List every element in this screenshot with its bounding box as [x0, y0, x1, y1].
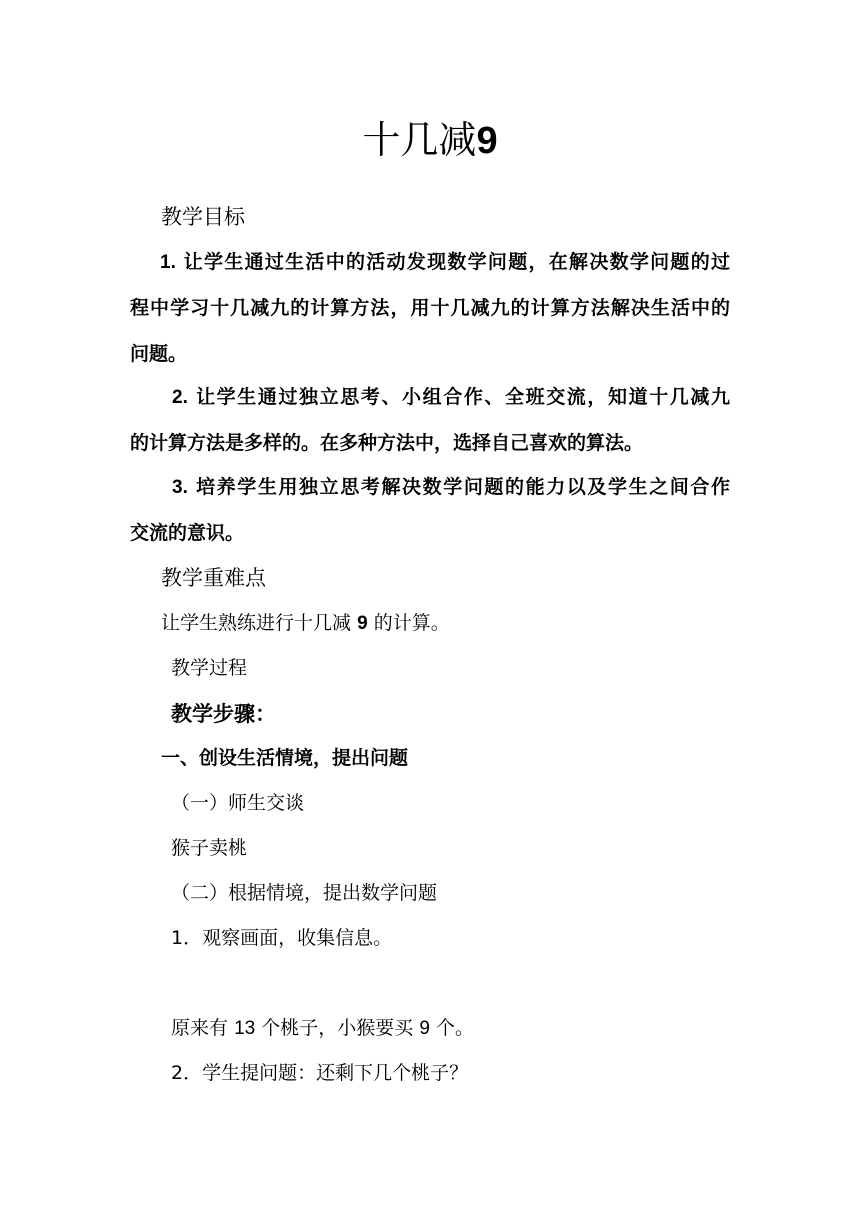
item-1: [171, 925, 392, 951]
goal-3-line-2: 交流的意识。: [130, 522, 245, 544]
part-1-heading: 一、创设生活情境，提出问题: [161, 747, 409, 769]
goal-1-line-2: [130, 295, 730, 321]
info-text-c: 个。: [435, 1017, 474, 1039]
section-heading-goals: 教学目标: [161, 205, 245, 229]
item-2-text: 学生提问题：还剩下几个桃子？: [202, 1062, 469, 1084]
goal-3-text-1: 培养学生用独立思考解决数学问题的能力以及学生之间合作: [196, 476, 730, 498]
item-1-number: 1．: [171, 927, 203, 949]
goal-1-line-1: [130, 249, 730, 276]
keypoint-text: [161, 610, 450, 637]
title-text: 十几减: [362, 118, 477, 162]
info-text: [171, 1015, 474, 1042]
title-number: 9: [476, 120, 498, 162]
keypoint-number: 9: [357, 613, 368, 634]
document-title: [0, 115, 860, 166]
goal-2-line-1: [130, 384, 730, 411]
goal-2-line-2: 的计算方法是多样的。在多种方法中，选择自己喜欢的算法。: [130, 432, 644, 454]
goal-1-text-1: 让学生通过生活中的活动发现数学问题，在解决数学问题的过: [183, 251, 730, 273]
goal-3-line-1: [130, 474, 730, 501]
sub-1-text: 猴子卖桃: [171, 837, 248, 859]
goal-1-text-2: 程中学习十几减九的计算方法，用十几减九的计算方法解决生活中的: [130, 297, 730, 319]
sub-heading-2: （二）根据情境，提出数学问题: [171, 882, 438, 904]
sub-heading-1: （一）师生交谈: [171, 792, 305, 814]
keypoint-text-a: 让学生熟练进行十几减: [161, 612, 352, 634]
process-heading: 教学过程: [171, 657, 248, 679]
info-number-1: 13: [234, 1018, 256, 1039]
item-1-text: 观察画面，收集信息。: [202, 927, 393, 949]
item-2-number: 2．: [171, 1062, 203, 1084]
info-number-2: 9: [419, 1018, 430, 1039]
goal-1-number: 1.: [160, 252, 176, 273]
info-text-a: 原来有: [171, 1017, 229, 1039]
goal-1-line-3: 问题。: [130, 343, 188, 365]
item-2: [171, 1060, 468, 1086]
goal-2-text-1: 让学生通过独立思考、小组合作、全班交流，知道十几减九: [196, 386, 730, 408]
goal-2-number: 2.: [172, 387, 188, 408]
steps-heading: 教学步骤：: [171, 702, 276, 726]
keypoint-text-b: 的计算。: [373, 612, 450, 634]
section-heading-keypoints: 教学重难点: [161, 566, 266, 590]
goal-3-number: 3.: [172, 477, 188, 498]
info-text-b: 个桃子，小猴要买: [261, 1017, 414, 1039]
